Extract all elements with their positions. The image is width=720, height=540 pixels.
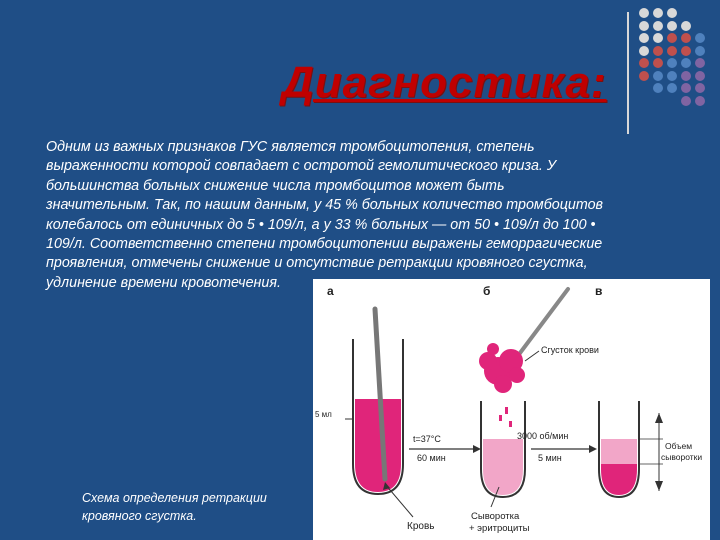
tube-c bbox=[599, 401, 702, 497]
caption-line: кровяного сгустка. bbox=[82, 509, 197, 523]
decor-dot bbox=[695, 96, 705, 106]
decor-dot bbox=[695, 46, 705, 56]
decor-dot bbox=[681, 33, 691, 43]
decor-dot bbox=[667, 58, 677, 68]
decor-dot bbox=[667, 46, 677, 56]
label-clot: Сгусток крови bbox=[541, 345, 599, 355]
label-5ml: 5 мл bbox=[315, 410, 332, 419]
decor-dot bbox=[653, 21, 663, 31]
tube-b bbox=[479, 289, 599, 497]
body-line: большинства больных снижение числа тромбоцитов может быть bbox=[46, 177, 505, 194]
figure-diagram bbox=[313, 279, 710, 540]
decor-dot bbox=[695, 33, 705, 43]
decor-dot bbox=[639, 33, 649, 43]
arrow-b-to-c bbox=[517, 431, 597, 463]
decor-dot bbox=[667, 33, 677, 43]
decor-dot bbox=[681, 46, 691, 56]
decor-dot bbox=[653, 33, 663, 43]
body-line: Одним из важных признаков ГУС является тромбоцитопения, степень bbox=[46, 139, 535, 155]
label-time2: 5 мин bbox=[538, 453, 562, 463]
decor-dot-grid bbox=[639, 8, 719, 112]
label-blood: Кровь bbox=[407, 521, 435, 532]
decor-dot bbox=[695, 83, 705, 93]
panel-label-a: а bbox=[327, 284, 334, 298]
decor-dot bbox=[667, 8, 677, 18]
serum-layer-c bbox=[601, 439, 637, 464]
decor-dot bbox=[653, 8, 663, 18]
decor-dot bbox=[695, 71, 705, 81]
label-rpm: 3000 об/мин bbox=[517, 431, 569, 441]
decor-dot bbox=[681, 21, 691, 31]
decor-dot bbox=[639, 21, 649, 31]
decor-dot bbox=[639, 8, 649, 18]
decor-dot bbox=[653, 46, 663, 56]
clot-retraction-figure bbox=[313, 279, 710, 540]
body-line: выраженности которой совпадает с остротой гемолитического криза. У bbox=[46, 158, 556, 175]
serum-fill-b bbox=[483, 439, 523, 495]
decor-dot bbox=[639, 71, 649, 81]
blood-clot bbox=[479, 343, 525, 393]
decor-dot bbox=[653, 83, 663, 93]
decor-dot bbox=[681, 83, 691, 93]
decor-dot bbox=[667, 83, 677, 93]
figure-caption bbox=[82, 489, 297, 525]
label-serum-1: Сыворотка bbox=[471, 511, 520, 522]
slide-title: Диагностика: bbox=[282, 58, 607, 107]
label-time1: 60 мин bbox=[417, 453, 446, 463]
decor-dot bbox=[667, 21, 677, 31]
body-line: проявления, отмечены снижение и отсутствие ретракции кровяного сгустка, bbox=[46, 255, 588, 272]
label-temp: t=37°C bbox=[413, 434, 441, 444]
decor-dot bbox=[695, 58, 705, 68]
decor-dot bbox=[653, 71, 663, 81]
body-line: удлинение времени кровотечения. bbox=[46, 274, 281, 291]
panel-label-c: в bbox=[595, 284, 603, 298]
tube-a bbox=[315, 309, 403, 494]
caption-line: Схема определения ретракции bbox=[82, 491, 267, 505]
decor-dot bbox=[681, 96, 691, 106]
decor-dot bbox=[639, 58, 649, 68]
label-volume-1: Объем bbox=[665, 441, 693, 451]
panel-label-b: б bbox=[483, 284, 491, 298]
body-line: значительным. Так, по нашим данным, у 45 % больных количество тромбоцитов bbox=[46, 197, 603, 214]
decor-dot bbox=[639, 46, 649, 56]
decor-vertical-line bbox=[627, 12, 629, 134]
decor-dot bbox=[653, 58, 663, 68]
label-serum-2: + эритроциты bbox=[469, 523, 530, 534]
decor-dot bbox=[681, 71, 691, 81]
label-volume-2: сыворотки bbox=[661, 452, 703, 462]
body-line: 109/л. Соответственно степени тромбоцитопении выражены геморрагические bbox=[46, 236, 603, 253]
body-line: колебалось от единичных до 5 • 109/л, а у 33 % больных — от 50 • 109/л до 100 • bbox=[46, 216, 596, 233]
decor-dot bbox=[681, 58, 691, 68]
blood-fill-a bbox=[355, 399, 401, 492]
cells-layer-c bbox=[601, 464, 637, 495]
arrow-a-to-b bbox=[409, 434, 481, 463]
decor-dot bbox=[667, 71, 677, 81]
body-text bbox=[46, 138, 686, 293]
